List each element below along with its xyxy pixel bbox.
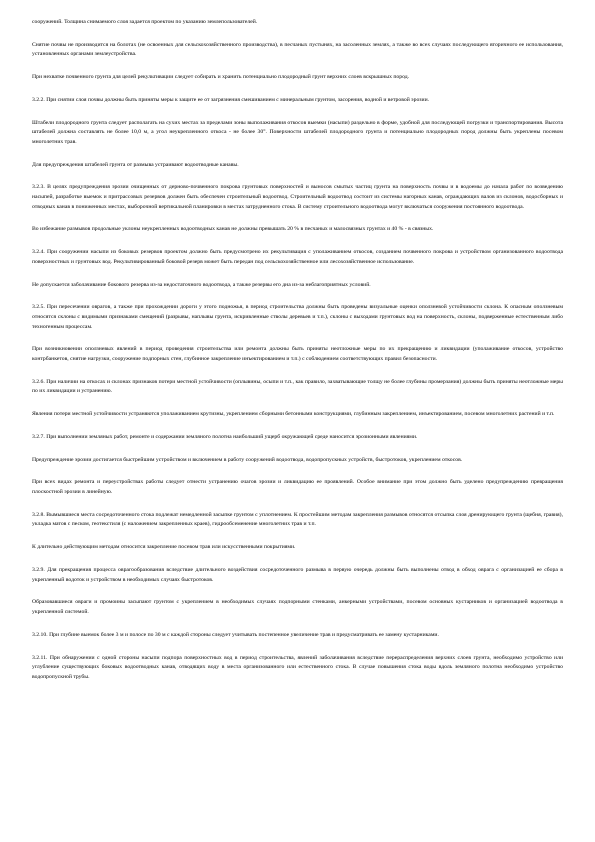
paragraph-18: 3.2.8. Вымывшиеся места сосредоточенного стока подлежат немедленной засыпке грунтом с уплотнением. К простейшим методам закрепления размывов относятся отсыпка слоя дренирующего грунта (щебня, гравия), укладка матов с песком, геотекстиля (с наложением закрепленных краев), гидрообсеменение многолетних трав и т.п. <box>32 511 563 528</box>
paragraph-9: 3.2.4. При сооружении насыпи из боковых резервов проектом должно быть предусмотрено их рекультивация с уполаживанием откосов, созданием почвенного покрова и устройством организованного водоотвода поверхностных и грунтовых вод. Рекультивированный боковой резерв может быть передан под сельскохозяйственное или лесохозяйственное использование. <box>32 249 563 265</box>
paragraph-1: сооружений. Толщина снимаемого слоя задается проектом по указанию землепользователей. <box>32 19 258 25</box>
paragraph-6: Для предупреждения штабелей грунта от размыва устраивают водоотводные канавы. <box>32 161 239 168</box>
paragraph-20: 3.2.9. Для прекращения процесса оврагообразования вследствие длительного воздействия сосредоточенного размыва в первую очередь должны быть выполнены отвод в обход оврага с организацией ее сбора в укрепленный водоток и устройством в необходимых случаях быстротоков. <box>32 566 563 583</box>
paragraph-4: 3.2.2. При снятии слоя почвы должны быть приняты меры к защите ее от загрязнения смешиванием с минеральным грунтом, засорения, водной и ветровой эрозии. <box>32 96 430 103</box>
paragraph-5: Штабели плодородного грунта следует располагать на сухих местах за пределами зоны выполаживания откосов выемки (насыпи) раздельно в форме, удобной для последующей погрузки и транспортирования. Высота штабелей должна составлять не более 10,0 м, а угол неукрепленного откоса - не более 30°. Поверхности штабелей плодородного грунта и потенциально плодородных пород должны быть укреплены посевом многолетних трав. <box>32 119 563 145</box>
paragraph-19: К длительно действующим методам относится закрепление посевом трав или искусственными покрытиями. <box>32 544 296 551</box>
paragraph-10: Не допускается заболачивание бокового резерва из-за недостаточного водоотвода, а также резервы его дна из-за неблагоприятных условий. <box>32 281 371 288</box>
paragraph-14: Явления потери местной устойчивости устраняются уполаживанием крутизны, укреплением сборными бетонными конструкциями, глубинным закреплением, инъектированием, посевом многолетних растений и т.п. <box>32 411 555 418</box>
paragraph-15: 3.2.7. При выполнении земляных работ, ремонте и содержании земляного полотна наибольший ущерб окружающей среде наносится эрозионными явлениями. <box>32 433 418 440</box>
paragraph-2: Снятие почвы не производится на болотах (не освоенных для сельскохозяйственного производства), в песчаных пустынях, на засоленных землях, а также во всех случаях последующего вторичного ее использования, установленных органами землеустройства. <box>32 41 563 58</box>
paragraph-21: Образовавшиеся овраги и промоины засыпают грунтом с укреплением в необходимых случаях подпорными стенками, анкерными устройствами, посевом основных кустарников и организацией водоотвода в укрепленной системой. <box>32 599 563 615</box>
paragraph-16: Предупреждение эрозии достигается быстрейшим устройством и включением в работу сооружений водоотвода, водопропускных устройств, быстротоков, укреплением откосов. <box>32 456 463 463</box>
paragraph-17: При всех видах ремонта и переустройствах работы следует отнести устранению очагов эрозии и ликвидацию ее проявлений. Особое внимание при этом должно быть уделено предупреждению превращения плоскостной эрозии в линейную. <box>32 479 563 496</box>
paragraph-8: Во избежание размывов продольные уклоны неукрепленных водоотводных канав не должны превышать 20 % в песчаных и малосвязных грунтах и 40 % - в связных. <box>32 226 434 233</box>
paragraph-23: 3.2.11. При обнаружении с одной стороны насыпи подпора поверхностных вод в период строительства, явлений заболачивания вследствие перераспределения верхних слоев грунта, необходимо устройство или углубление существующих боковых водоотводных канав, отводящих воду в места организованного или естественного стока. В случае повышения стока воды вдоль земляного полотна необходимо устройство водопропускной трубы. <box>32 654 563 680</box>
paragraph-12: При возникновении оползневых явлений в период проведения строительства или ремонта должны быть приняты неотложные меры по их прекращению и ликвидации (уполаживание откосов, устройство контрбанкетов, снятие нагрузки, сооружение подпорных стен, глубинное закрепление инъектированием и т.п.) с соблюдением соответствующих правил безопасности. <box>32 346 563 362</box>
paragraph-11: 3.2.5. При пересечении оврагов, а также при прохождении дороги у этого подножья, в период строительства должны быть проведены визуальные оценки оползневой устойчивости склона. К опасным оползневым относятся склоны с видимыми признаками смещений (разрывы, наплывы грунта, искривленные стволы деревьев и т.п.), склоны с выходами грунтовых вод на поверхность, склоны, подверженные естественным либо техногенным процессам. <box>32 304 563 330</box>
document-page <box>32 18 563 695</box>
paragraph-13: 3.2.6. При наличии на откосах и склонах признаков потери местной устойчивости (оплывины, осыпи и т.п., как правило, захватывающие толщу не более глубины промерзания) должны быть приняты неотложные меры по их ликвидации и устранению. <box>32 378 563 395</box>
paragraph-3: При нехватке почвенного грунта для целей рекультивации следует собирать и хранить потенциально плодородный грунт верхних слоев вскрышных пород. <box>32 74 410 81</box>
paragraph-7: 3.2.3. В целях предупреждения эрозии очищенных от дерново-почвенного покрова грунтовых поверхностей и выносов смытых частиц грунта на поверхность почвы и в водоемы до начала работ по возведению насыпей, разработке выемок и притрассовых резервов должен быть обеспечен строительный водоотвод. Строительный водоотвод состоит из системы нагорных канав, ограждающих валов из склонов, водосборных и отводных канав в пониженных местах, выборочной вертикальной планировки в местах затрудненного стока. В систему строительного водоотвода могут включаться сооружения постоянного водоотвода. <box>32 184 563 210</box>
paragraph-22: 3.2.10. При глубине выемок более 3 м и полосе по 30 м с каждой стороны следует учитывать постепенное увеличение трав и предусматривать ее замену кустарниками. <box>32 631 439 638</box>
